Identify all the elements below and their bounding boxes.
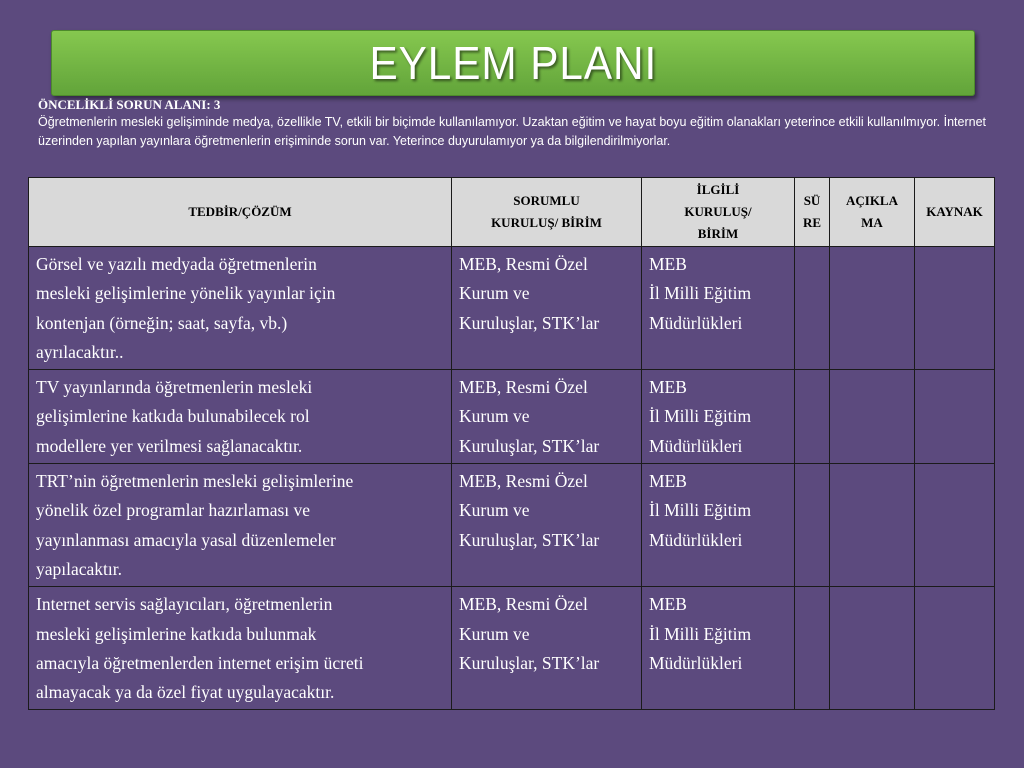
header-aciklama: AÇIKLA MA — [830, 178, 915, 247]
action-plan-table — [28, 177, 995, 710]
header-sorumlu: SORUMLU KURULUŞ/ BİRİM — [452, 178, 642, 247]
cell-sorumlu: MEB, Resmi Özel Kurum ve Kuruluşlar, STK’lar — [452, 370, 642, 464]
cell-sorumlu: MEB, Resmi Özel Kurum ve Kuruluşlar, STK’lar — [452, 587, 642, 710]
problem-section — [38, 97, 986, 151]
cell-ilgili: MEB İl Milli Eğitim Müdürlükleri — [642, 247, 795, 370]
cell-aciklama — [830, 587, 915, 710]
cell-ilgili: MEB İl Milli Eğitim Müdürlükleri — [642, 587, 795, 710]
table-row — [29, 370, 995, 464]
problem-heading: ÖNCELİKLİ SORUN ALANI: 3 — [38, 97, 221, 112]
header-sure: SÜ RE — [795, 178, 830, 247]
cell-sorumlu: MEB, Resmi Özel Kurum ve Kuruluşlar, STK’lar — [452, 247, 642, 370]
cell-sorumlu: MEB, Resmi Özel Kurum ve Kuruluşlar, STK’lar — [452, 464, 642, 587]
cell-sure — [795, 370, 830, 464]
cell-ilgili: MEB İl Milli Eğitim Müdürlükleri — [642, 464, 795, 587]
cell-sure — [795, 464, 830, 587]
table-header-row — [29, 178, 995, 247]
cell-tedbir: TRT’nin öğretmenlerin mesleki gelişimlerine yönelik özel programlar hazırlaması ve yayınlanması amacıyla yasal düzenlemeler yapılacaktır. — [29, 464, 452, 587]
cell-tedbir: TV yayınlarında öğretmenlerin mesleki gelişimlerine katkıda bulunabilecek rol modellere yer verilmesi sağlanacaktır. — [29, 370, 452, 464]
problem-description: Öğretmenlerin mesleki gelişiminde medya, özellikle TV, etkili bir biçimde kullanılamıyor. Uzaktan eğitim ve hayat boyu eğitim olanakları yeterince etkili kullanılmıyor. İnternet üzerinden yapılan yayınlara öğretmenlerin erişiminde sorun var. Yeterince duyurulamıyor ya da bilgilendirilmiyorlar. — [38, 115, 986, 148]
header-tedbir: TEDBİR/ÇÖZÜM — [29, 178, 452, 247]
cell-aciklama — [830, 370, 915, 464]
cell-tedbir: Internet servis sağlayıcıları, öğretmenlerin mesleki gelişimlerine katkıda bulunmak amacıyla öğretmenlerden internet erişim ücreti almayacak ya da özel fiyat uygulayacaktır. — [29, 587, 452, 710]
cell-kaynak — [915, 370, 995, 464]
cell-tedbir: Görsel ve yazılı medyada öğretmenlerin mesleki gelişimlerine yönelik yayınlar için kontenjan (örneğin; saat, sayfa, vb.) ayrılacaktır.. — [29, 247, 452, 370]
table-row — [29, 247, 995, 370]
table-row — [29, 464, 995, 587]
page-title: EYLEM PLANI — [369, 37, 657, 89]
table-row — [29, 587, 995, 710]
cell-ilgili: MEB İl Milli Eğitim Müdürlükleri — [642, 370, 795, 464]
cell-kaynak — [915, 247, 995, 370]
cell-sure — [795, 587, 830, 710]
header-ilgili: İLGİLİ KURULUŞ/ BİRİM — [642, 178, 795, 247]
cell-aciklama — [830, 464, 915, 587]
cell-aciklama — [830, 247, 915, 370]
cell-sure — [795, 247, 830, 370]
cell-kaynak — [915, 464, 995, 587]
title-banner — [51, 30, 975, 96]
header-kaynak: KAYNAK — [915, 178, 995, 247]
cell-kaynak — [915, 587, 995, 710]
